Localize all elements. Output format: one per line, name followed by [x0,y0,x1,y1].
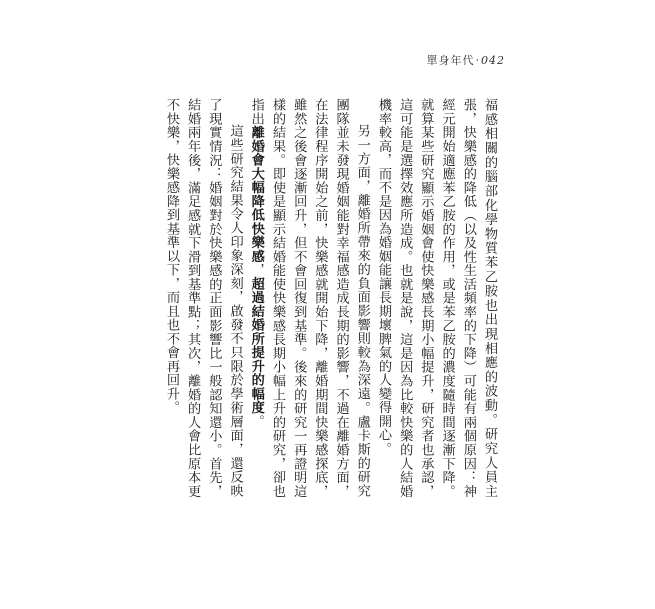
paragraph-text: ， [248,263,264,277]
paragraph-text: 另一方面，離婚所帶來的負面影響則較為深遠。盧卡斯的研究團隊並未發現婚姻能對幸福感造成長期的影響，不過在離婚方面，在法律程序開始之前，快樂感就開始下降，離婚期間快樂感探底，雖然之後會逐漸回升，但不會回復到基準。後來的研究一再證明這樣的結果。即使是顯示結婚能使快樂感長期小幅上升的研究，卻也指出 [248,98,370,498]
bold-emphasis-text: 離婚會大幅降低快樂感 [248,125,264,263]
paragraph-text: 福感相關的腦部化學物質苯乙胺也出現相應的波動。研究人員主張，快樂感的降低（以及性生活頻率的下降）可能有兩個原因：神經元開始適應苯乙胺的作用，或是苯乙胺的濃度隨時間逐漸下降。就算某些研究顯示婚姻會使快樂感長期小幅提升，研究者也承認，這可能是選擇效應所造成。也就是說，這是因為比較快樂的人結婚機率較高，而不是因為婚姻能讓長期壞脾氣的人變得開心。 [375,98,497,498]
running-header [427,52,506,68]
paragraph [246,98,373,498]
paragraph-text: 這些研究結果令人印象深刻，啟發不只限於學術層面，還反映了現實情況：婚姻對於快樂感的正面影響比一般認知還小。首先，結婚兩年後，滿足感就下滑到基準點；其次，離婚的人會比原本更不快樂，快樂感降到基準以下，而且也不會再回升。 [163,98,243,498]
header-separator: ‧ [475,54,480,67]
bold-emphasis-text: 超過結婚所提升的幅度 [248,276,264,415]
paragraph [161,98,246,498]
paragraph-text: 。 [248,414,264,428]
book-title: 單身年代 [426,54,475,67]
page-number: 042 [481,54,505,67]
paragraph [373,98,500,498]
body-text [161,98,500,498]
